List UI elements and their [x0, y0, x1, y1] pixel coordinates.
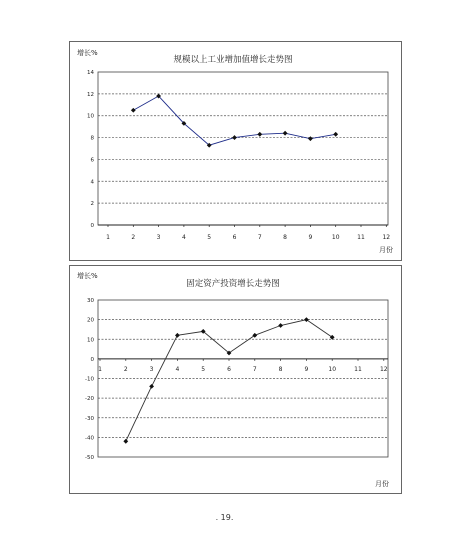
- y-tick-label: 0: [90, 223, 94, 229]
- y-tick-label: -30: [85, 415, 94, 422]
- y-tick-label: 8: [90, 135, 94, 142]
- x-tick-label: 9: [304, 365, 309, 373]
- x-tick-label: 1: [98, 365, 102, 373]
- chart-title: 固定资产投资增长走势图: [186, 279, 280, 289]
- x-tick-label: 10: [328, 365, 337, 373]
- y-tick-label: 4: [90, 179, 94, 186]
- y-tick-label: -10: [85, 376, 94, 383]
- x-axis-label: 月份: [375, 480, 389, 488]
- fixed-investment-chart: [70, 266, 401, 493]
- data-point: [131, 108, 136, 113]
- x-tick-label: 1: [106, 234, 110, 241]
- x-axis-label: 月份: [379, 246, 393, 254]
- x-tick-label: 2: [123, 365, 128, 373]
- y-tick-label: -40: [85, 435, 94, 442]
- chart-panel-fixed-investment: [69, 265, 402, 494]
- y-tick-label: 6: [90, 157, 94, 164]
- y-tick-label: 0: [90, 356, 94, 363]
- x-tick-label: 11: [354, 365, 362, 373]
- y-tick-label: 10: [87, 337, 94, 344]
- data-point: [333, 132, 338, 137]
- data-point: [257, 132, 262, 137]
- x-tick-label: 10: [331, 234, 340, 241]
- x-tick-label: 4: [175, 365, 180, 373]
- data-point: [175, 333, 180, 338]
- y-tick-label: 14: [87, 70, 94, 76]
- y-tick-label: 10: [87, 113, 94, 120]
- data-point: [123, 439, 128, 444]
- data-point: [283, 131, 288, 136]
- y-tick-label: -50: [85, 455, 94, 461]
- x-tick-label: 8: [283, 234, 288, 241]
- x-tick-label: 8: [278, 365, 283, 373]
- chart-panel-industrial-growth: [69, 41, 402, 261]
- plot-area: [98, 72, 388, 225]
- data-point: [149, 384, 154, 389]
- x-tick-label: 2: [131, 234, 136, 241]
- x-tick-label: 12: [382, 234, 391, 241]
- x-tick-label: 7: [257, 234, 262, 241]
- data-point: [232, 135, 237, 140]
- series-line: [123, 320, 332, 442]
- x-tick-label: 7: [252, 365, 257, 373]
- x-tick-label: 12: [379, 365, 388, 373]
- x-tick-label: 5: [207, 234, 212, 241]
- y-tick-label: -20: [85, 396, 94, 403]
- chart-title: 规模以上工业增加值增长走势图: [173, 55, 293, 65]
- x-tick-label: 6: [232, 234, 237, 241]
- y-axis-label: 增长%: [77, 49, 98, 57]
- x-tick-label: 6: [227, 365, 231, 373]
- data-point: [308, 136, 313, 141]
- y-tick-label: 12: [87, 91, 94, 98]
- data-point: [278, 323, 283, 328]
- x-tick-label: 9: [308, 234, 313, 241]
- x-tick-label: 5: [201, 365, 206, 373]
- industrial-growth-chart: [70, 42, 401, 260]
- x-tick-label: 3: [156, 234, 161, 241]
- y-tick-label: 30: [87, 298, 94, 304]
- y-tick-label: 2: [90, 201, 94, 208]
- page-number: . 19.: [215, 513, 234, 522]
- x-tick-label: 4: [181, 234, 186, 241]
- y-axis-label: 增长%: [77, 272, 98, 280]
- y-tick-label: 20: [87, 317, 94, 324]
- x-tick-label: 3: [149, 365, 154, 373]
- x-tick-label: 11: [357, 234, 365, 241]
